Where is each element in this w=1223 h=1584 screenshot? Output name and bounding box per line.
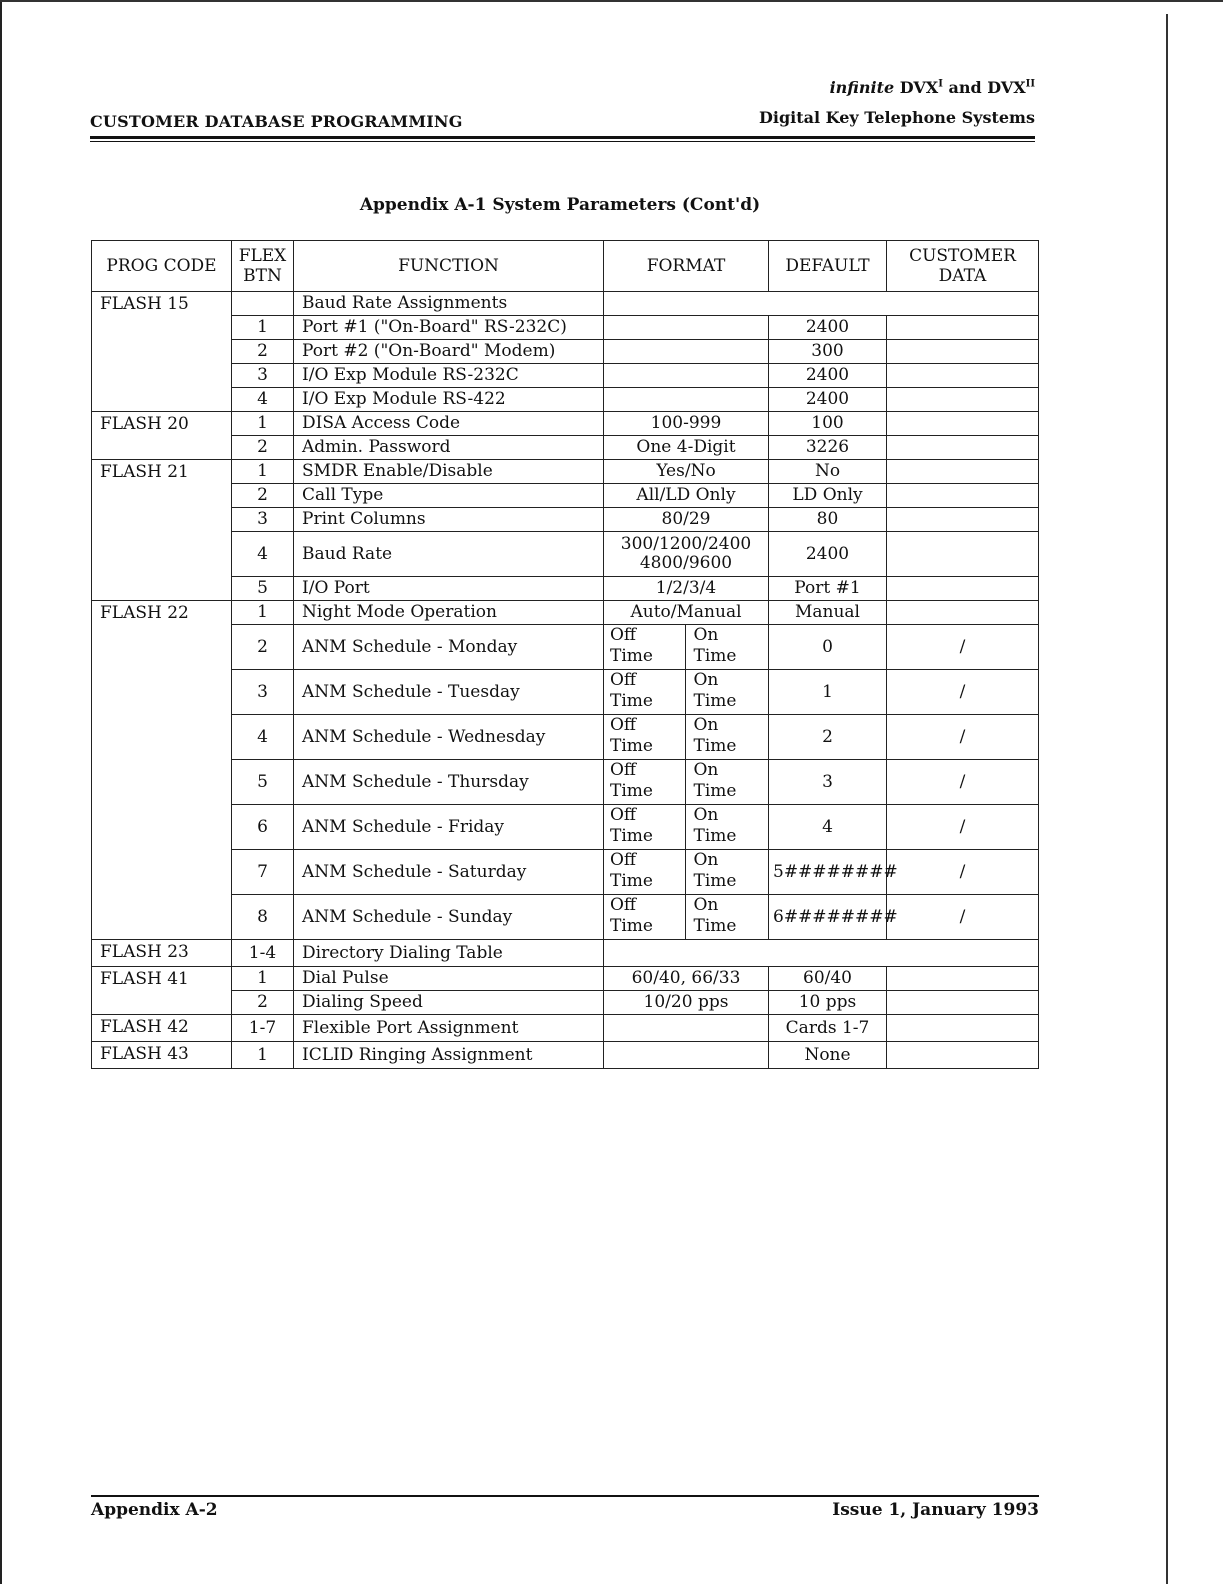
page-border-right	[1166, 14, 1168, 1584]
default-cell: 6########	[769, 895, 887, 940]
function-cell: Admin. Password	[294, 436, 604, 460]
customer-data-cell	[887, 316, 1039, 340]
page-header	[90, 78, 1035, 148]
off-label-line1: Off	[610, 670, 637, 690]
table-row	[92, 805, 1039, 850]
on-label-line1: On	[693, 760, 719, 780]
flex-btn-cell: 5	[232, 760, 294, 805]
format-line2: 4800/9600	[639, 553, 733, 573]
table-row	[92, 340, 1039, 364]
header-customer-data	[887, 241, 1039, 292]
function-cell: ANM Schedule - Saturday	[294, 850, 604, 895]
header-flex-line1: FLEX	[238, 246, 287, 266]
function-cell: Baud Rate Assignments	[294, 292, 604, 316]
on-label-line2: Time	[693, 826, 737, 846]
format-line1: 300/1200/2400	[620, 534, 752, 554]
customer-data-cell: /	[887, 625, 1039, 670]
function-cell: Print Columns	[294, 508, 604, 532]
format-cell	[604, 532, 769, 577]
flex-btn-cell: 1	[232, 601, 294, 625]
table-title: Appendix A-1 System Parameters (Cont'd)	[359, 195, 761, 215]
table-body	[92, 292, 1039, 1069]
on-label-line1: On	[693, 895, 719, 915]
default-cell: Port #1	[769, 577, 887, 601]
brand-name: infinite	[829, 78, 895, 97]
footer-issue-date: Issue 1, January 1993	[832, 1500, 1039, 1520]
default-cell: LD Only	[769, 484, 887, 508]
function-cell: Dial Pulse	[294, 967, 604, 991]
off-time-label	[604, 715, 686, 759]
flex-btn-cell: 2	[232, 340, 294, 364]
default-cell: None	[769, 1042, 887, 1069]
on-time-label	[686, 670, 769, 714]
function-cell: ANM Schedule - Monday	[294, 625, 604, 670]
off-time-label	[604, 850, 686, 894]
table-row	[92, 715, 1039, 760]
product-conj: and	[948, 78, 982, 97]
format-cell	[604, 940, 1039, 967]
table-row	[92, 967, 1039, 991]
table-row	[92, 436, 1039, 460]
function-cell: Port #1 ("On-Board" RS-232C)	[294, 316, 604, 340]
function-cell: ICLID Ringing Assignment	[294, 1042, 604, 1069]
default-cell: 2400	[769, 388, 887, 412]
flex-btn-cell	[232, 292, 294, 316]
default-cell: 80	[769, 508, 887, 532]
page-border-left	[0, 0, 2, 1584]
flex-btn-cell: 2	[232, 436, 294, 460]
product-name	[830, 78, 1035, 97]
default-cell: 300	[769, 340, 887, 364]
on-label-line2: Time	[693, 736, 737, 756]
flex-btn-cell: 4	[232, 715, 294, 760]
flex-btn-cell: 3	[232, 508, 294, 532]
function-cell: DISA Access Code	[294, 412, 604, 436]
customer-data-cell	[887, 991, 1039, 1015]
off-label-line2: Time	[610, 826, 653, 846]
table-row	[92, 532, 1039, 577]
function-cell: Directory Dialing Table	[294, 940, 604, 967]
on-label-line1: On	[693, 850, 719, 870]
header-default: DEFAULT	[769, 241, 887, 292]
flex-btn-cell: 3	[232, 364, 294, 388]
table-row	[92, 292, 1039, 316]
off-label-line1: Off	[610, 625, 637, 645]
flex-btn-cell: 5	[232, 577, 294, 601]
off-time-label	[604, 625, 686, 669]
default-cell: 5########	[769, 850, 887, 895]
prog-code-cell: FLASH 20	[92, 412, 232, 460]
table-row	[92, 850, 1039, 895]
function-cell: ANM Schedule - Tuesday	[294, 670, 604, 715]
customer-data-cell	[887, 340, 1039, 364]
customer-data-cell: /	[887, 805, 1039, 850]
table-row	[92, 1015, 1039, 1042]
on-label-line2: Time	[693, 871, 737, 891]
table-row	[92, 670, 1039, 715]
off-label-line2: Time	[610, 916, 653, 936]
table-row	[92, 316, 1039, 340]
format-cell: 1/2/3/4	[604, 577, 769, 601]
product-subtitle: Digital Key Telephone Systems	[759, 108, 1035, 127]
format-cell: 10/20 pps	[604, 991, 769, 1015]
default-cell: 2400	[769, 532, 887, 577]
format-cell	[604, 1042, 769, 1069]
table-row	[92, 940, 1039, 967]
flex-btn-cell: 1-4	[232, 940, 294, 967]
format-cell: All/LD Only	[604, 484, 769, 508]
table-row	[92, 388, 1039, 412]
header-function: FUNCTION	[294, 241, 604, 292]
prog-code-cell: FLASH 42	[92, 1015, 232, 1042]
off-label-line2: Time	[610, 871, 653, 891]
off-time-label	[604, 670, 686, 714]
table-row	[92, 412, 1039, 436]
flex-btn-cell: 3	[232, 670, 294, 715]
default-cell: 3226	[769, 436, 887, 460]
format-cell: Auto/Manual	[604, 601, 769, 625]
format-cell: 80/29	[604, 508, 769, 532]
on-label-line1: On	[693, 805, 719, 825]
format-cell	[604, 340, 769, 364]
off-label-line2: Time	[610, 691, 653, 711]
on-label-line1: On	[693, 625, 719, 645]
header-customer-line1: CUSTOMER	[909, 246, 1016, 266]
default-cell: No	[769, 460, 887, 484]
default-cell: 60/40	[769, 967, 887, 991]
flex-btn-cell: 4	[232, 532, 294, 577]
function-cell: I/O Exp Module RS-232C	[294, 364, 604, 388]
off-label-line1: Off	[610, 805, 637, 825]
function-cell: Dialing Speed	[294, 991, 604, 1015]
product-a-sup: I	[938, 78, 943, 90]
customer-data-cell	[887, 532, 1039, 577]
system-parameters-table	[91, 240, 1039, 1069]
default-cell: 2400	[769, 364, 887, 388]
on-label-line2: Time	[693, 691, 737, 711]
header-rule	[90, 136, 1035, 139]
header-rule-thin	[90, 141, 1035, 142]
default-cell: 2	[769, 715, 887, 760]
default-cell: Cards 1-7	[769, 1015, 887, 1042]
function-cell: Flexible Port Assignment	[294, 1015, 604, 1042]
function-cell: ANM Schedule - Sunday	[294, 895, 604, 940]
format-cell	[604, 364, 769, 388]
footer-page-label: Appendix A-2	[91, 1500, 218, 1520]
table-row	[92, 895, 1039, 940]
format-cell	[604, 292, 1039, 316]
customer-data-cell	[887, 412, 1039, 436]
function-cell: I/O Exp Module RS-422	[294, 388, 604, 412]
flex-btn-cell: 1	[232, 1042, 294, 1069]
format-cell: 60/40, 66/33	[604, 967, 769, 991]
on-time-label	[686, 895, 769, 939]
off-label-line2: Time	[610, 646, 653, 666]
function-cell: Port #2 ("On-Board" Modem)	[294, 340, 604, 364]
customer-data-cell	[887, 1042, 1039, 1069]
function-cell: Call Type	[294, 484, 604, 508]
format-cell: Yes/No	[604, 460, 769, 484]
function-cell: Night Mode Operation	[294, 601, 604, 625]
default-cell: 2400	[769, 316, 887, 340]
format-cell	[604, 760, 769, 805]
product-b: DVX	[987, 78, 1026, 97]
function-cell: I/O Port	[294, 577, 604, 601]
default-cell: 100	[769, 412, 887, 436]
flex-btn-cell: 1	[232, 316, 294, 340]
product-a: DVX	[899, 78, 939, 97]
format-cell	[604, 715, 769, 760]
off-time-label	[604, 760, 686, 804]
section-title: CUSTOMER DATABASE PROGRAMMING	[90, 112, 463, 131]
default-cell: 4	[769, 805, 887, 850]
customer-data-cell	[887, 484, 1039, 508]
prog-code-cell: FLASH 43	[92, 1042, 232, 1069]
off-label-line1: Off	[610, 715, 637, 735]
off-label-line2: Time	[610, 736, 653, 756]
format-cell	[604, 670, 769, 715]
customer-data-cell: /	[887, 670, 1039, 715]
on-time-label	[686, 805, 769, 849]
on-label-line2: Time	[693, 646, 737, 666]
on-time-label	[686, 850, 769, 894]
function-cell: ANM Schedule - Friday	[294, 805, 604, 850]
format-cell	[604, 850, 769, 895]
header-format: FORMAT	[604, 241, 769, 292]
customer-data-cell: /	[887, 715, 1039, 760]
on-label-line2: Time	[693, 781, 737, 801]
flex-btn-cell: 1	[232, 460, 294, 484]
customer-data-cell	[887, 460, 1039, 484]
off-label-line1: Off	[610, 760, 637, 780]
header-customer-line2: DATA	[938, 266, 987, 286]
flex-btn-cell: 8	[232, 895, 294, 940]
off-time-label	[604, 895, 686, 939]
on-label-line2: Time	[693, 916, 737, 936]
table-row	[92, 1042, 1039, 1069]
on-time-label	[686, 715, 769, 759]
product-b-sup: II	[1025, 78, 1035, 90]
customer-data-cell	[887, 388, 1039, 412]
flex-btn-cell: 1-7	[232, 1015, 294, 1042]
customer-data-cell	[887, 1015, 1039, 1042]
table-row	[92, 991, 1039, 1015]
on-time-label	[686, 760, 769, 804]
customer-data-cell: /	[887, 850, 1039, 895]
customer-data-cell	[887, 436, 1039, 460]
flex-btn-cell: 4	[232, 388, 294, 412]
footer-rule	[91, 1495, 1039, 1497]
table-row	[92, 601, 1039, 625]
default-cell: 1	[769, 670, 887, 715]
format-cell	[604, 1015, 769, 1042]
header-prog-code: PROG CODE	[92, 241, 232, 292]
format-cell	[604, 625, 769, 670]
flex-btn-cell: 1	[232, 967, 294, 991]
flex-btn-cell: 2	[232, 484, 294, 508]
customer-data-cell	[887, 601, 1039, 625]
on-label-line1: On	[693, 715, 719, 735]
table-row	[92, 484, 1039, 508]
off-label-line1: Off	[610, 850, 637, 870]
prog-code-cell: FLASH 15	[92, 292, 232, 412]
off-label-line1: Off	[610, 895, 637, 915]
default-cell: 3	[769, 760, 887, 805]
function-cell: Baud Rate	[294, 532, 604, 577]
on-time-label	[686, 625, 769, 669]
header-flex-btn	[232, 241, 294, 292]
table-row	[92, 364, 1039, 388]
customer-data-cell	[887, 967, 1039, 991]
prog-code-cell: FLASH 22	[92, 601, 232, 940]
default-cell: Manual	[769, 601, 887, 625]
format-cell	[604, 895, 769, 940]
format-cell: One 4-Digit	[604, 436, 769, 460]
flex-btn-cell: 6	[232, 805, 294, 850]
table-row	[92, 577, 1039, 601]
table-row	[92, 508, 1039, 532]
table-header-row	[92, 241, 1039, 292]
page-border-top	[0, 0, 1223, 2]
format-cell	[604, 805, 769, 850]
customer-data-cell: /	[887, 895, 1039, 940]
flex-btn-cell: 7	[232, 850, 294, 895]
default-cell: 0	[769, 625, 887, 670]
default-cell: 10 pps	[769, 991, 887, 1015]
table-row	[92, 760, 1039, 805]
header-flex-line2: BTN	[243, 266, 282, 286]
flex-btn-cell: 2	[232, 991, 294, 1015]
format-cell	[604, 316, 769, 340]
prog-code-cell: FLASH 41	[92, 967, 232, 1015]
off-label-line2: Time	[610, 781, 653, 801]
function-cell: SMDR Enable/Disable	[294, 460, 604, 484]
customer-data-cell	[887, 364, 1039, 388]
prog-code-cell: FLASH 21	[92, 460, 232, 601]
table-row	[92, 460, 1039, 484]
customer-data-cell	[887, 508, 1039, 532]
table-row	[92, 625, 1039, 670]
off-time-label	[604, 805, 686, 849]
customer-data-cell: /	[887, 760, 1039, 805]
format-cell	[604, 388, 769, 412]
on-label-line1: On	[693, 670, 719, 690]
prog-code-cell: FLASH 23	[92, 940, 232, 967]
function-cell: ANM Schedule - Wednesday	[294, 715, 604, 760]
format-cell: 100-999	[604, 412, 769, 436]
customer-data-cell	[887, 577, 1039, 601]
function-cell: ANM Schedule - Thursday	[294, 760, 604, 805]
flex-btn-cell: 1	[232, 412, 294, 436]
flex-btn-cell: 2	[232, 625, 294, 670]
